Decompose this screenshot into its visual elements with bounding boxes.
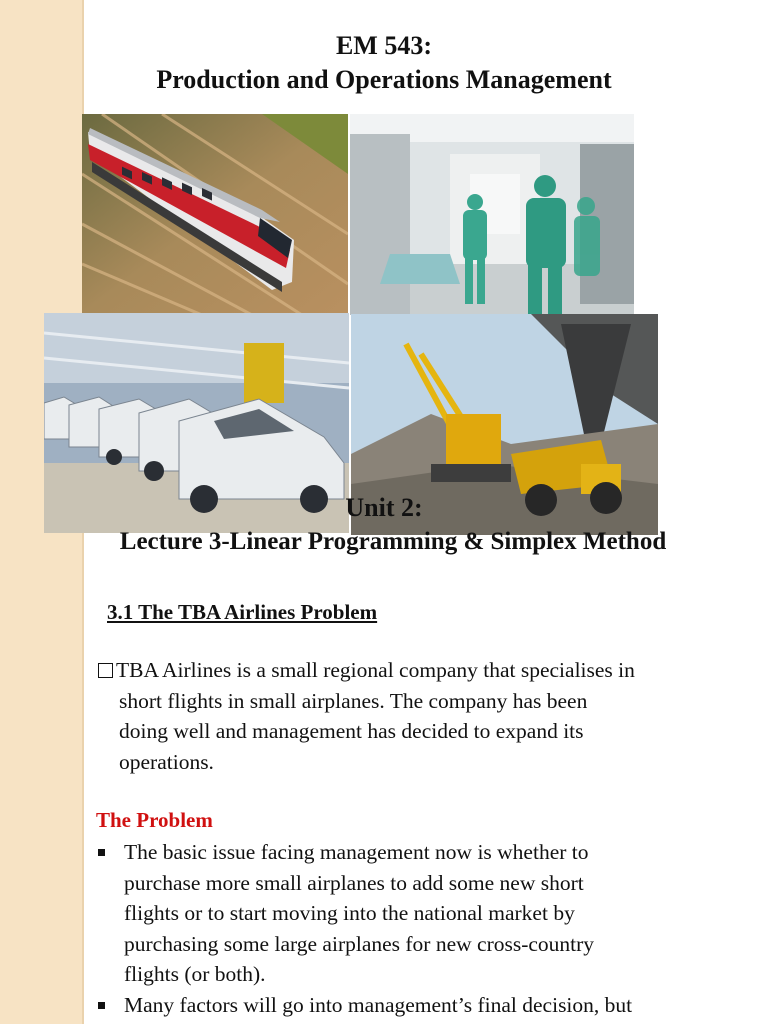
lecture-title: Lecture 3-Linear Programming & Simplex Method [119, 528, 667, 555]
list-item [96, 837, 756, 990]
list-item [96, 990, 756, 1021]
problem-heading: The Problem [96, 808, 213, 832]
intro-line: short flights in small airplanes. The company has been [119, 688, 588, 713]
bullet-line: The basic issue facing management now is whether to [124, 840, 589, 864]
bullet-line: purchasing some large airplanes for new cross-country [124, 931, 595, 956]
square-bullet-icon [98, 1002, 105, 1009]
hospital-corridor-photo [350, 114, 634, 315]
bullet-line: purchase more small airplanes to add some new short [124, 870, 584, 895]
high-speed-train-photo [82, 114, 348, 315]
bullet-line: flights (or both). [124, 962, 266, 986]
bullet-line: flights or to start moving into the national market by [124, 901, 575, 925]
bullet-line: Many factors will go into management’s final decision, but [124, 992, 633, 1017]
intro-line: TBA Airlines is a small regional company that specialises in [98, 655, 758, 686]
unit-label: Unit 2: [345, 493, 423, 522]
course-name: Production and Operations Management [156, 65, 612, 94]
square-bullet-icon [98, 849, 105, 856]
intro-paragraph [98, 655, 758, 777]
intro-line: doing well and management has decided to expand its [119, 719, 584, 743]
checkbox-bullet-icon [98, 663, 113, 678]
course-code: EM 543: [335, 31, 433, 60]
intro-line: operations. [119, 749, 214, 774]
section-heading: 3.1 The TBA Airlines Problem [107, 600, 378, 624]
problem-bullet-list [96, 837, 756, 1020]
